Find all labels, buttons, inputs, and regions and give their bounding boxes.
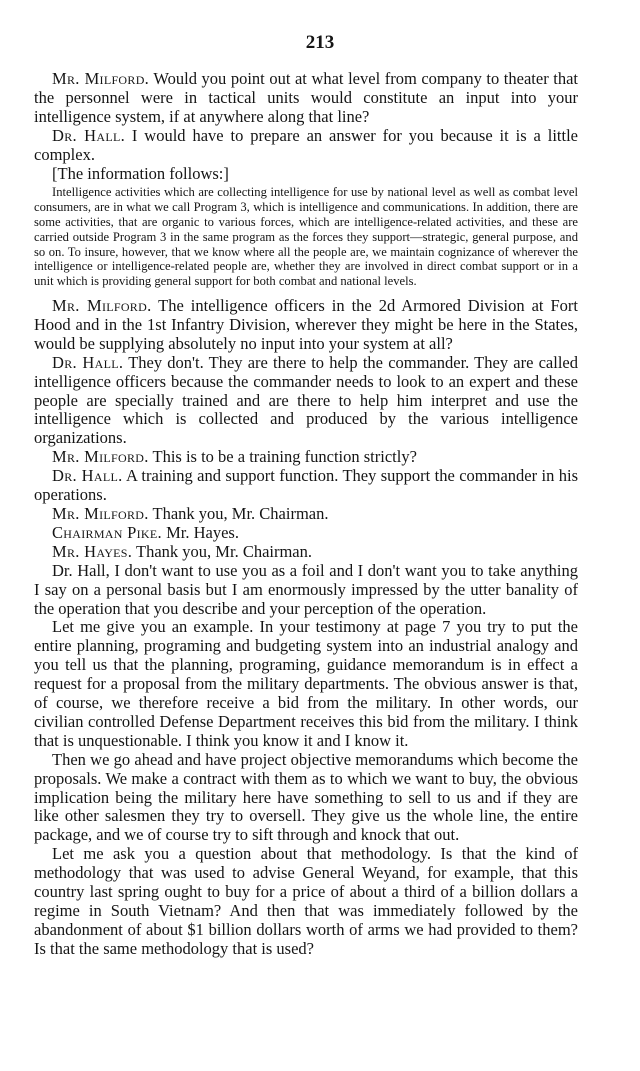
speaker-name: Mr. Milford. xyxy=(52,447,149,467)
information-follows-label: [The information follows:] xyxy=(52,163,229,183)
paragraph-text: Let me give you an example. In your testimony at page 7 you try to put the entire planning, programing and budgeting system into an industrial analogy and you tell us that the planning, programing, guidance memorandum is in effect a request for a proposal from the military departments. The obvious answer is that, of course, we therefore receive a bid from the military. In other words, our civilian controlled Defense Department receives this bid from the military. I think that is unquestionable. I think you know it and I know it. xyxy=(34,617,578,750)
paragraph xyxy=(34,448,578,467)
paragraph-text: Thank you, Mr. Chairman. xyxy=(148,503,329,523)
speaker-name: Mr. Milford. xyxy=(52,296,152,316)
paragraph xyxy=(34,297,578,354)
paragraph xyxy=(34,505,578,524)
paragraph xyxy=(34,127,578,165)
page-number: 213 xyxy=(305,32,335,53)
paragraph xyxy=(34,70,578,127)
speaker-name: Mr. Hayes. xyxy=(52,541,133,561)
paragraph-text: Let me ask you a question about that methodology. Is that the kind of methodology that was used to advise General Weyand, for example, that this country last spring ought to buy for a price of about a third of a billion dollars a regime in South Vietnam? And then that was immediately followed by the abandonment of about $1 billion dollars worth of arms we had provided to them? Is that the same methodology that is used? xyxy=(34,844,578,958)
paragraph-text: A training and support function. They support the commander in his operations. xyxy=(34,466,578,505)
speaker-name: Chairman Pike. xyxy=(52,522,162,542)
paragraph-text: Dr. Hall, I don't want to use you as a foil and I don't want you to take anything I say on a personal basis but I am enormously impressed by the utter banality of the operation that you describe and your perception of the operation. xyxy=(34,560,578,618)
paragraph-text: The intelligence officers in the 2d Armored Division at Fort Hood and in the 1st Infantry Division, wherever they might be here in the States, would be supplying absolutely no input into your system at all? xyxy=(34,296,578,353)
speaker-name: Mr. Milford. xyxy=(52,503,149,523)
paragraph xyxy=(34,751,578,846)
paragraph xyxy=(34,467,578,505)
paragraph xyxy=(34,543,578,562)
paragraph xyxy=(34,562,578,619)
paragraph-text: This is to be a training function strictly? xyxy=(148,447,417,467)
speaker-name: Mr. Milford. xyxy=(52,69,150,88)
paragraph xyxy=(34,524,578,543)
transcript-body xyxy=(34,70,578,959)
speaker-name: Dr. Hall. xyxy=(52,352,124,372)
paragraph xyxy=(34,845,578,958)
paragraph-text: Mr. Hayes. xyxy=(161,522,239,542)
paragraph xyxy=(34,618,578,750)
paragraph xyxy=(34,354,578,449)
paragraph-text: Would you point out at what level from company to theater that the personnel were in tactical units would constitute an input into your intelligence system, if at anywhere along that line? xyxy=(34,69,578,126)
speaker-name: Dr. Hall. xyxy=(52,125,126,145)
paragraph-text: Thank you, Mr. Chairman. xyxy=(132,541,313,561)
paragraph-text: Then we go ahead and have project objective memorandums which become the proposals. We make a contract with them as to which we want to buy, the obvious implication being the military here have something to sell to us and if they are like other salesmen they try to oversell. They give us the whole line, the entire package, and we of course try to sift through and knock that out. xyxy=(34,749,578,845)
inserted-note-text: Intelligence activities which are collecting intelligence for use by national level as well as combat level consumers, are in what we call Program 3, which is intelligence and communications. In addition, there are some activities, that are organic to various forces, which are intelligence-related activities, and these are carried outside Program 3 in the same program as the forces they support—strategic, general purpose, and so on. To insure, however, that we know where all the people are, we maintain cognizance of wherever the intelligence or intelligence-related people are, whether they are involved in direct combat support or in a unit which is providing general support for both combat and national levels. xyxy=(34,185,578,289)
speaker-name: Dr. Hall. xyxy=(52,466,123,486)
paragraph-text: I would have to prepare an answer for you because it is a little complex. xyxy=(34,125,578,164)
paragraph-text: They don't. They are there to help the commander. They are called intelligence officers because the commander needs to look to an expert and these people are specially trained and are there to help him interpret and use the intelligence which is collected and produced by the various intelligence organizations. xyxy=(34,352,578,448)
inserted-note xyxy=(34,185,578,289)
